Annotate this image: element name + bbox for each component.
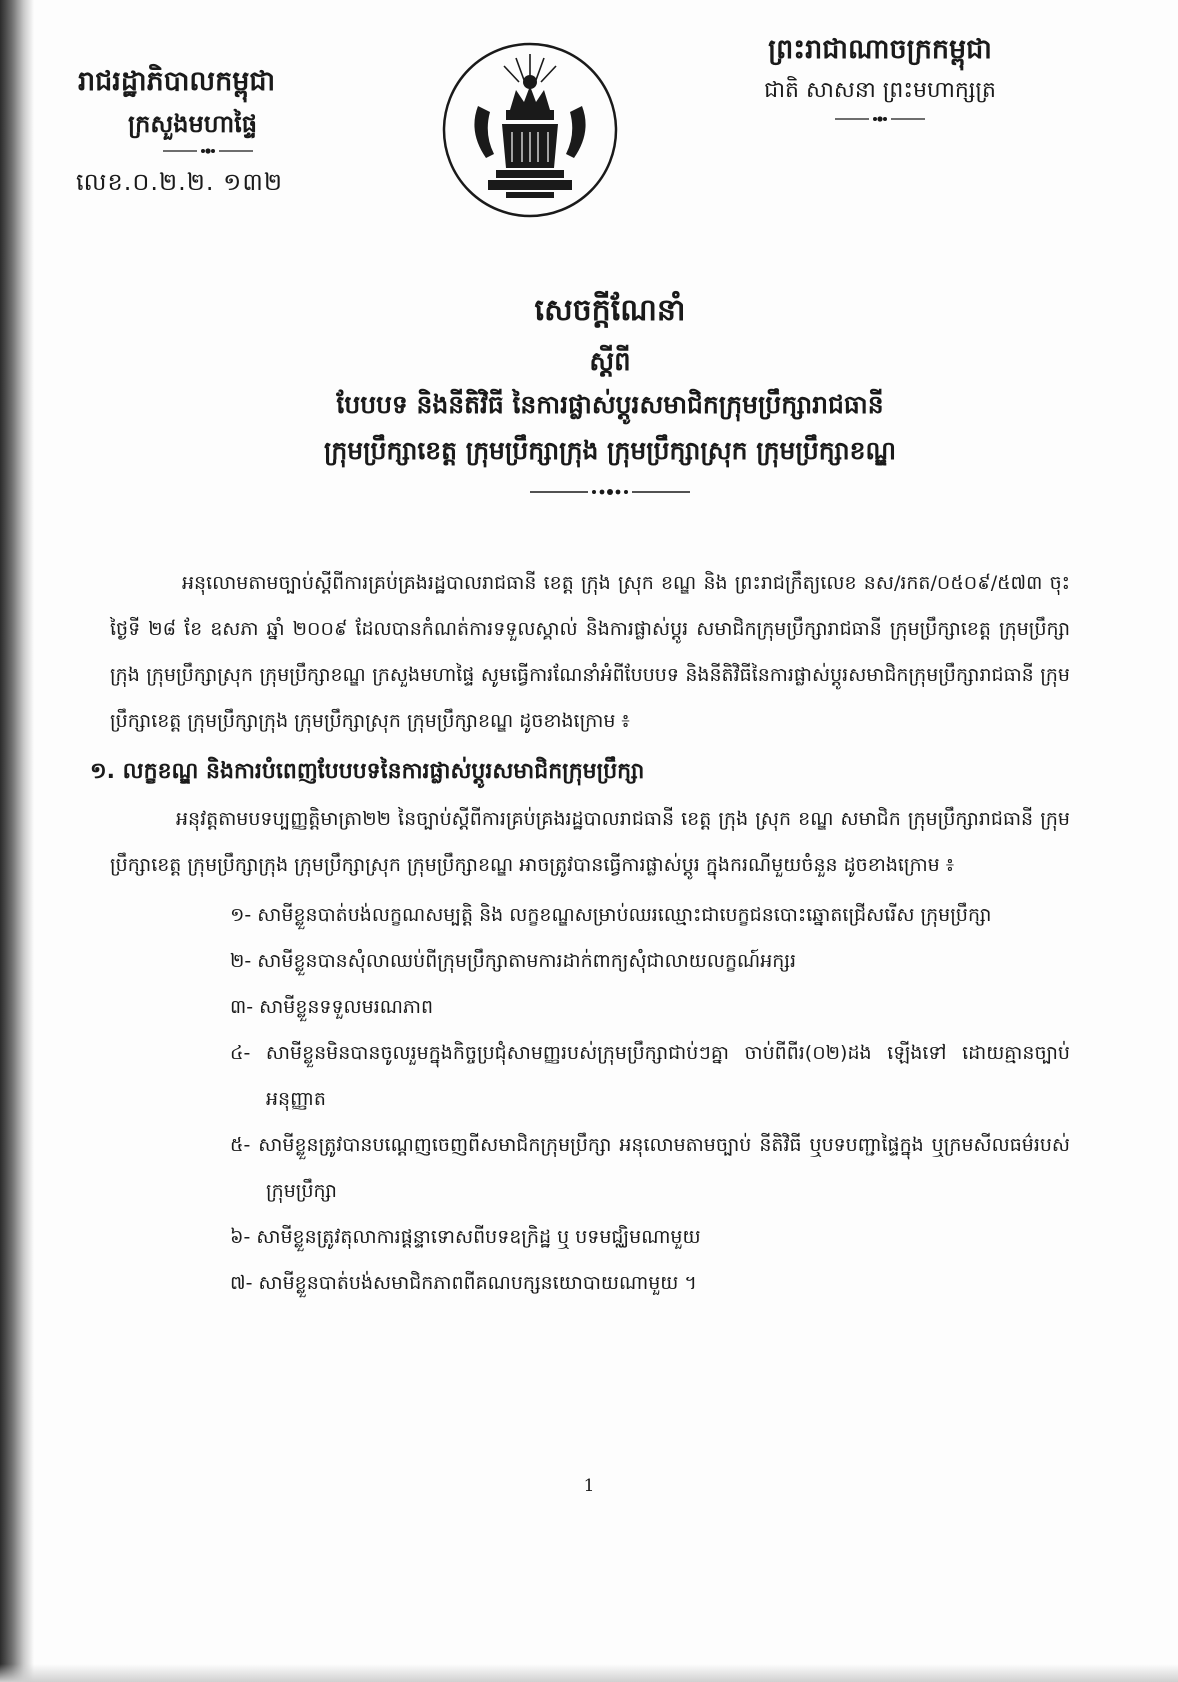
reference-number: លេខ.០.២.២. ១៣២ — [76, 168, 284, 196]
intro-paragraph: អនុលោមតាមច្បាប់ស្ដីពីការគ្រប់គ្រងរដ្ឋបាលរាជធានី ខេត្ត ក្រុង ស្រុក ខណ្ឌ និង ព្រះរាជក្រឹត្យលេខ នស/រកត/០៥០៩/៥៧៣ ចុះថ្ងៃទី ២៨ ខែ ឧសភា ឆ្នាំ ២០០៩ ដែលបានកំណត់ការទទួលស្គាល់ និងការផ្លាស់ប្ដូរ សមាជិកក្រុមប្រឹក្សារាជធានី ក្រុមប្រឹក្សាខេត្ត ក្រុមប្រឹក្សាក្រុង ក្រុមប្រឹក្សាស្រុក ក្រុមប្រឹក្សាខណ្ឌ ក្រសួងមហាផ្ទៃ សូមធ្វើការណែនាំអំពីបែបបទ និងនីតិវិធីនៃការផ្លាស់ប្ដូរសមាជិកក្រុមប្រឹក្សារាជធានី ក្រុមប្រឹក្សាខេត្ត ក្រុមប្រឹក្សាក្រុង ក្រុមប្រឹក្សាស្រុក ក្រុមប្រឹក្សាខណ្ឌ ដូចខាងក្រោម ៖ — [110, 572, 1070, 732]
document-title: សេចក្ដីណែនាំ — [534, 293, 686, 328]
list-item: ៦- សាមីខ្លួនត្រូវតុលាការផ្ដន្ទាទោសពីបទឧក្រិដ្ឋ ឬ បទមជ្ឈិមណាមួយ — [230, 1226, 701, 1248]
section-paragraph: អនុវត្តតាមបទប្បញ្ញត្តិមាត្រា២២ នៃច្បាប់ស្ដីពីការគ្រប់គ្រងរដ្ឋបាលរាជធានី ខេត្ត ក្រុង ស្រុក ខណ្ឌ សមាជិក ក្រុមប្រឹក្សារាជធានី ក្រុមប្រឹក្សាខេត្ត ក្រុមប្រឹក្សាក្រុង ក្រុមប្រឹក្សាស្រុក ក្រុមប្រឹក្សាខណ្ឌ អាចត្រូវបានធ្វើការផ្លាស់ប្ដូរ ក្នុងករណីមួយចំនួន ដូចខាងក្រោម ៖ — [110, 808, 1070, 876]
subject-line-1: បែបបទ និងនីតិវិធី នៃការផ្លាស់ប្ដូរសមាជិកក្រុមប្រឹក្សារាជធានី — [336, 390, 884, 419]
page-number: 1 — [583, 1476, 595, 1496]
national-motto: ជាតិ សាសនា ព្រះមហាក្សត្រ — [764, 78, 996, 103]
list-item: ៧- សាមីខ្លួនបាត់បង់សមាជិកភាពពីគណបក្សនយោបាយណាមួយ ។ — [230, 1272, 697, 1294]
ornament-divider-icon — [835, 114, 925, 124]
list-item: ៤- សាមីខ្លួនមិនបានចូលរួមក្នុងកិច្ចប្រជុំសាមញ្ញរបស់ក្រុមប្រឹក្សាជាប់ៗគ្នា ចាប់ពីពីរ(០២)ដង ឡើងទៅ ដោយគ្មានច្បាប់អនុញ្ញាត — [230, 1042, 1070, 1110]
ornament-divider-icon — [163, 146, 253, 156]
list-item: ៣- សាមីខ្លួនទទួលមរណភាព — [230, 996, 434, 1018]
scan-binding-shadow — [0, 0, 34, 1682]
document-title-block — [120, 288, 1100, 498]
header-kingdom — [700, 30, 1060, 124]
royal-emblem-icon — [440, 40, 620, 220]
kingdom-name: ព្រះរាជាណាចក្រកម្ពុជា — [768, 34, 992, 65]
list-item: ៥- សាមីខ្លួនត្រូវបានបណ្ដេញចេញពីសមាជិកក្រុមប្រឹក្សា អនុលោមតាមច្បាប់ នីតិវិធី ឬបទបញ្ជាផ្ទៃក្នុង ឬក្រមសីលធម៌របស់ក្រុមប្រឹក្សា — [230, 1134, 1070, 1202]
list-item: ១- សាមីខ្លួនបាត់បង់លក្ខណសម្បត្តិ និង លក្ខខណ្ឌសម្រាប់ឈរឈ្មោះជាបេក្ខជនបោះឆ្នោតជ្រើសរើស ក្រុមប្រឹក្សា — [230, 904, 992, 926]
list-item: ២- សាមីខ្លួនបានសុំលាឈប់ពីក្រុមប្រឹក្សាតាមការដាក់ពាក្យសុំជាលាយលក្ខណ៍អក្សរ — [230, 950, 797, 972]
government-name: រាជរដ្ឋាភិបាលកម្ពុជា — [78, 66, 276, 97]
document-body — [90, 560, 1070, 1306]
section-heading: ១. លក្ខខណ្ឌ និងការបំពេញបែបបទនៃការផ្លាស់ប្ដូរសមាជិកក្រុមប្រឹក្សា — [90, 759, 645, 784]
title-divider-icon — [530, 486, 690, 498]
scan-bottom-shadow — [0, 1664, 1178, 1682]
ministry-name: ក្រសួងមហាផ្ទៃ — [128, 110, 258, 138]
subject-label: ស្ដីពី — [589, 347, 631, 377]
subject-line-2: ក្រុមប្រឹក្សាខេត្ត ក្រុមប្រឹក្សាក្រុង ក្រុមប្រឹក្សាស្រុក ក្រុមប្រឹក្សាខណ្ឌ — [323, 436, 896, 465]
header-ministry — [78, 62, 378, 200]
conditions-list — [110, 892, 1070, 1306]
